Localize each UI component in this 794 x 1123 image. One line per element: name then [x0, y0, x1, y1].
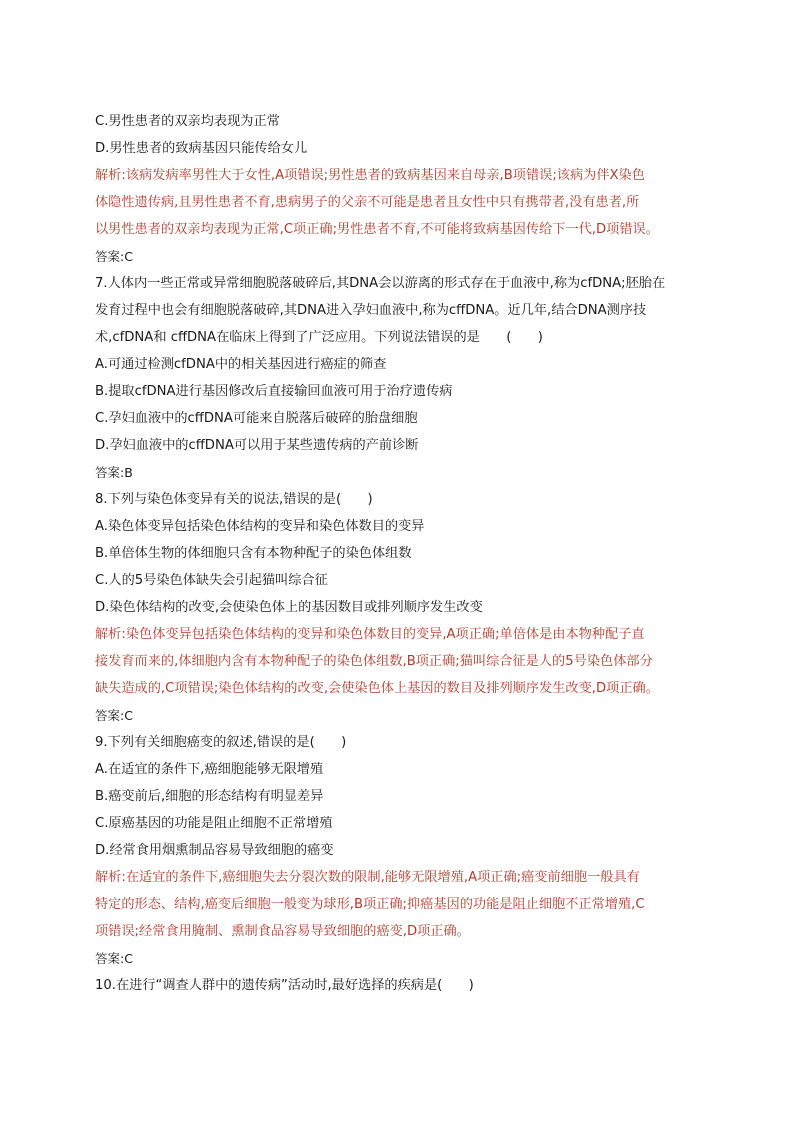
option-a-q8: A.染色体变异包括染色体结构的变异和染色体数目的变异 — [95, 519, 425, 534]
explanation-q9-line3: 项错误;经常食用腌制、熏制食品容易导致细胞的癌变,D项正确。 — [95, 924, 470, 939]
question-7-line3: 术,cfDNA和 cffDNA在临床上得到了广泛应用。下列说法错误的是 ( ) — [95, 330, 543, 345]
explanation-q6-line1: 解析:该病发病率男性大于女性,A项错误;男性患者的致病基因来自母亲,B项错误;该病为伴X染色 — [95, 168, 645, 183]
answer-q6: 答案:C — [95, 249, 133, 264]
question-10: 10.在进行“调查人群中的遗传病”活动时,最好选择的疾病是( ) — [95, 978, 474, 993]
explanation-q8-line2: 接发育而来的,体细胞内含有本物种配子的染色体组数,B项正确;猫叫综合征是人的5号染色体部分 — [95, 654, 653, 669]
option-d-q9: D.经常食用烟熏制品容易导致细胞的癌变 — [95, 843, 334, 858]
option-c-q8: C.人的5号染色体缺失会引起猫叫综合征 — [95, 573, 328, 588]
option-c-q6: C.男性患者的双亲均表现为正常 — [95, 114, 280, 129]
answer-q7: 答案:B — [95, 465, 133, 480]
question-9: 9.下列有关细胞癌变的叙述,错误的是( ) — [95, 735, 347, 750]
option-b-q9: B.癌变前后,细胞的形态结构有明显差异 — [95, 789, 324, 804]
explanation-q8-line1: 解析:染色体变异包括染色体结构的变异和染色体数目的变异,A项正确;单倍体是由本物种配子直 — [95, 627, 645, 642]
option-a-q7: A.可通过检测cfDNA中的相关基因进行癌症的筛查 — [95, 357, 387, 372]
option-b-q8: B.单倍体生物的体细胞只含有本物种配子的染色体组数 — [95, 546, 412, 561]
option-d-q8: D.染色体结构的改变,会使染色体上的基因数目或排列顺序发生改变 — [95, 600, 483, 615]
explanation-q9-line2: 特定的形态、结构,癌变后细胞一般变为球形,B项正确;抑癌基因的功能是阻止细胞不正常增殖,C — [95, 897, 645, 912]
answer-q8: 答案:C — [95, 708, 133, 723]
question-7-line1: 7.人体内一些正常或异常细胞脱落破碎后,其DNA会以游离的形式存在于血液中,称为cfDNA;胚胎在 — [95, 276, 666, 291]
answer-q9: 答案:C — [95, 951, 133, 966]
document-body — [95, 108, 705, 999]
option-c-q9: C.原癌基因的功能是阻止细胞不正常增殖 — [95, 816, 333, 831]
option-a-q9: A.在适宜的条件下,癌细胞能够无限增殖 — [95, 762, 324, 777]
question-8: 8.下列与染色体变异有关的说法,错误的是( ) — [95, 492, 373, 507]
explanation-q8-line3: 缺失造成的,C项错误;染色体结构的改变,会使染色体上基因的数目及排列顺序发生改变,D项正确。 — [95, 681, 659, 696]
explanation-q9-line1: 解析:在适宜的条件下,癌细胞失去分裂次数的限制,能够无限增殖,A项正确;癌变前细胞一般具有 — [95, 870, 640, 885]
option-d-q6: D.男性患者的致病基因只能传给女儿 — [95, 141, 308, 156]
option-d-q7: D.孕妇血液中的cffDNA可以用于某些遗传病的产前诊断 — [95, 438, 419, 453]
option-b-q7: B.提取cfDNA进行基因修改后直接输回血液可用于治疗遗传病 — [95, 384, 453, 399]
explanation-q6-line2: 体隐性遗传病,且男性患者不育,患病男子的父亲不可能是患者且女性中只有携带者,没有患者,所 — [95, 195, 640, 210]
explanation-q6-line3: 以男性患者的双亲均表现为正常,C项正确;男性患者不育,不可能将致病基因传给下一代,D项错误。 — [95, 222, 659, 237]
option-c-q7: C.孕妇血液中的cffDNA可能来自脱落后破碎的胎盘细胞 — [95, 411, 418, 426]
question-7-line2: 发育过程中也会有细胞脱落破碎,其DNA进入孕妇血液中,称为cffDNA。近几年,结合DNA测序技 — [95, 303, 647, 318]
